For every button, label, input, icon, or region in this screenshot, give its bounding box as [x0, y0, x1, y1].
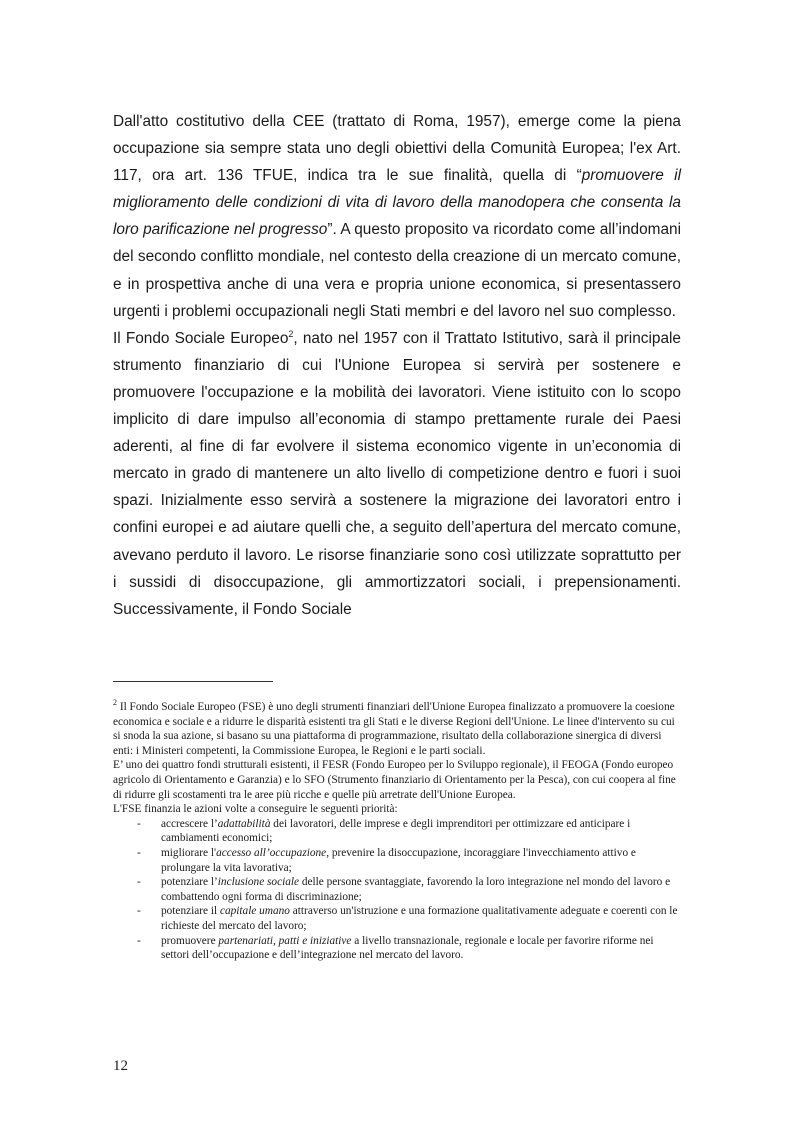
paragraph-2: Il Fondo Sociale Europeo$^2$, nato nel 1957 con il Trattato Istitutivo, sarà il principale strumento finanziario di cui l'Unione Europea si servirà per sostenere e promuovere l'occupazione e la mobilità dei lavoratori. Viene istituito con lo scopo implicito di dare impulso all’economia di stampo prettamente rurale dei Paesi aderenti, al fine di far evolvere il sistema economico vigente in un’economia di mercato in grado di mantenere un alto livello di competizione dentro e fuori i suoi spazi. Inizialmente esso servirà a sostenere la migrazione dei lavoratori entro i confini europei e ad aiutare quelli che, a seguito dell’apertura del mercato comune, avevano perduto il lavoro. Le risorse finanziarie sono così utilizzate soprattutto per i sussidi di disoccupazione, gli ammortizzatori sociali, i prepensionamenti. Successivamente, il Fondo Sociale	[113, 328, 681, 618]
paragraph-1: Dall'atto costitutivo della CEE (trattato di Roma, 1957), emerge come la piena occupazione sia sempre stata uno degli obiettivi della Comunità Europea; l'ex Art. 117, ora art. 136 TFUE, indica tra le sue finalità, quella di “promuovere il miglioramento delle condizioni di vita di lavoro della manodopera che consenta la loro parificazione nel progresso”. A questo proposito va ricordato come all’indomani del secondo conflitto mondiale, nel contesto della creazione di un mercato comune, e in prospettiva anche di una vera e propria unione economica, si presentassero urgenti i problemi occupazionali negli Stati membri e del lavoro nel suo complesso.	[113, 113, 681, 320]
list-item: - accrescere l’adattabilità dei lavoratori, delle imprese e degli imprenditori per ottimizzare ed anticipare i cambiamenti economici;	[137, 817, 631, 845]
list-item: - potenziare il capitale umano attraverso un'istruzione e una formazione qualitativamente adeguate e coerenti con le richieste del mercato del lavoro;	[137, 905, 678, 932]
list-item: - potenziare l’inclusione sociale delle persone svantaggiate, favorendo la loro integrazione nel mondo del lavoro e combattendo ogni forma di discriminazione;	[137, 876, 671, 903]
list-item: - promuovere partenariati, patti e iniziative a livello transnazionale, regionale e locale per favorire riforme nei settori dell’occupazione e dell’integrazione nel mercato del lavoro.	[137, 934, 654, 962]
main-text	[113, 108, 681, 623]
footnote	[113, 700, 681, 963]
footnote-p2: E’ uno dei quattro fondi strutturali esistenti, il FESR (Fondo Europeo per lo Sviluppo regionale), il FEOGA (Fondo europeo agricolo di Orientamento e Garanzia) e lo SFO (Strumento finanziario di Orientamento per la Pesca), con cui coopera al fine di ridurre gli scostamenti tra le aree più ricche e quelle più arretrate dell'Unione Europea.	[113, 759, 676, 801]
list-item: - migliorare l'accesso all’occupazione, prevenire la disoccupazione, incoraggiare l'invecchiamento attivo e prolungare la vita lavorativa;	[137, 846, 636, 874]
footnote-p1: $^2$ Il Fondo Sociale Europeo (FSE) è uno degli strumenti finanziari dell'Unione Europea finalizzato a promuovere la coesione economica e sociale e a ridurre le disparità esistenti tra gli Stati e le diverse Regioni dell'Unione. Le linee d'intervento su cui si snoda la sua azione, si basano su una piattaforma di programmazione, risultato della collaborazione sinergica di diversi enti: i Ministeri competenti, la Commissione Europea, le Regioni e le parti sociali.	[113, 698, 675, 757]
footnote-p3: L'FSE finanzia le azioni volte a conseguire le seguenti priorità:	[113, 803, 398, 816]
page-number: 12	[113, 1058, 128, 1074]
footnote-separator	[113, 681, 273, 682]
footnote-number: 2	[113, 698, 117, 708]
priority-list	[113, 817, 681, 963]
quote-italic: promuovere il miglioramento delle condizioni di vita di lavoro della manodopera che consenta la loro parificazione nel progresso	[113, 167, 681, 239]
footnote-ref[interactable]: 2	[288, 328, 294, 339]
